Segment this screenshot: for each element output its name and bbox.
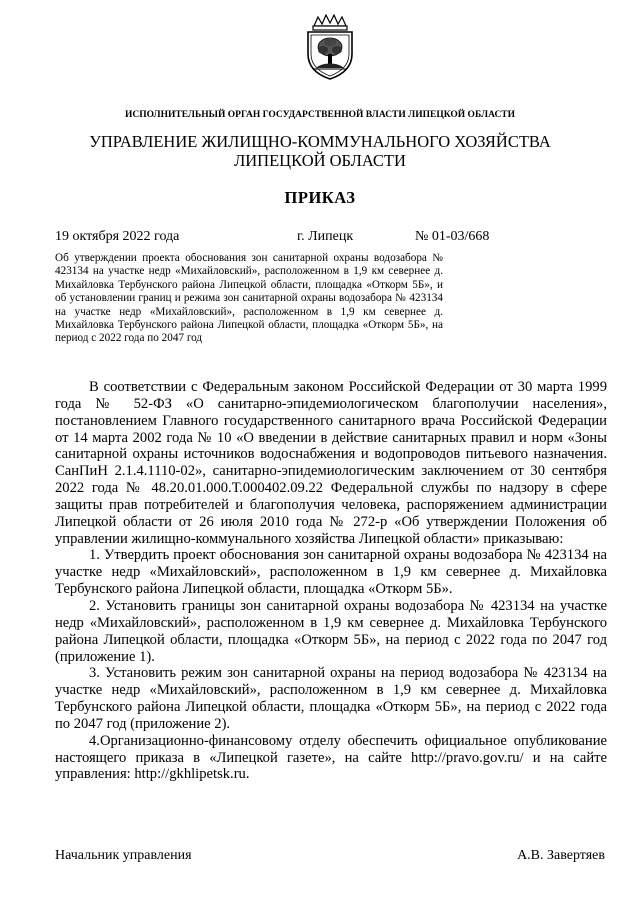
signatory-role: Начальник управления <box>55 848 192 863</box>
order-subject: Об утверждении проекта обоснования зон санитарной охраны водозабора № 423134 на участке недр «Михайловский», расположенном в 1,9 км севернее д. Михайловка Тербунского района Липецкой области, площадка «Откорм 5Б», и об установлении границ и режима зон санитарной охраны водозабора № 423134 на участке недр «Михайловский», расположенном в 1,9 км севернее д. Михайловка Тербунского района Липецкой области, площадка «Откорм 5Б», на период с 2022 года по 2047 год <box>55 252 443 345</box>
order-date: 19 октября 2022 года <box>55 229 180 244</box>
lipetsk-coat-of-arms-icon <box>302 14 358 80</box>
order-body <box>55 379 607 783</box>
department-name <box>0 132 640 170</box>
order-item-4: 4.Организационно-финансовому отделу обеспечить официальное опубликование настоящего приказа в «Липецкой газете», на сайте http://pravo.gov.ru/ и на сайте управления: http://gkhlipetsk.ru. <box>55 732 607 783</box>
department-line-1: УПРАВЛЕНИЕ ЖИЛИЩНО-КОММУНАЛЬНОГО ХОЗЯЙСТВА <box>89 132 551 151</box>
order-item-3: 3. Установить режим зон санитарной охраны на период водозабора № 423134 на участке недр «Михайловский», расположенном в 1,9 км севернее д. Михайловка Тербунского района Липецкой области, площадка «Откорм 5Б», на период с 2022 года по 2047 год (приложение 2). <box>55 665 607 732</box>
issuing-authority: ИСПОЛНИТЕЛЬНЫЙ ОРГАН ГОСУДАРСТВЕННОЙ ВЛАСТИ ЛИПЕЦКОЙ ОБЛАСТИ <box>124 110 516 120</box>
signatory-name: А.В. Завертяев <box>517 848 605 863</box>
order-item-1: 1. Утвердить проект обоснования зон санитарной охраны водозабора № 423134 на участке недр «Михайловский», расположенном в 1,9 км севернее д. Михайловка Тербунского района Липецкой области, площадка «Откорм 5Б». <box>55 547 607 598</box>
document-title: ПРИКАЗ <box>284 188 356 207</box>
order-item-2: 2. Установить границы зон санитарной охраны водозабора № 423134 на участке недр «Михайловский», расположенном в 1,9 км севернее д. Михайловка Тербунского района Липецкой области, площадка «Откорм 5Б», на период с 2022 года по 2047 год (приложение 1). <box>55 597 607 665</box>
order-city: г. Липецк <box>297 229 354 244</box>
department-line-2: ЛИПЕЦКОЙ ОБЛАСТИ <box>234 151 406 170</box>
order-number: № 01-03/668 <box>415 229 490 244</box>
preamble-paragraph: В соответствии с Федеральным законом Российской Федерации от 30 марта 1999 года № 52-ФЗ «О санитарно-эпидемиологическом благополучии населения», постановлением Главного государственного санитарного врача Российской Федерации от 14 марта 2002 года № 10 «О введении в действие санитарных правил и норм «Зоны санитарной охраны источников водоснабжения и водопроводов питьевого назначения. СанПиН 2.1.4.1110-02», санитарно-эпидемиологическим заключением от 30 сентября 2022 года № 48.20.01.000.Т.000402.09.22 Федеральной службы по надзору в сфере защиты прав потребителей и благополучия человека, распоряжением администрации Липецкой области от 26 июля 2010 года № 272-р «Об утверждении Положения об управлении жилищно-коммунального хозяйства Липецкой области» приказываю: <box>55 379 607 547</box>
